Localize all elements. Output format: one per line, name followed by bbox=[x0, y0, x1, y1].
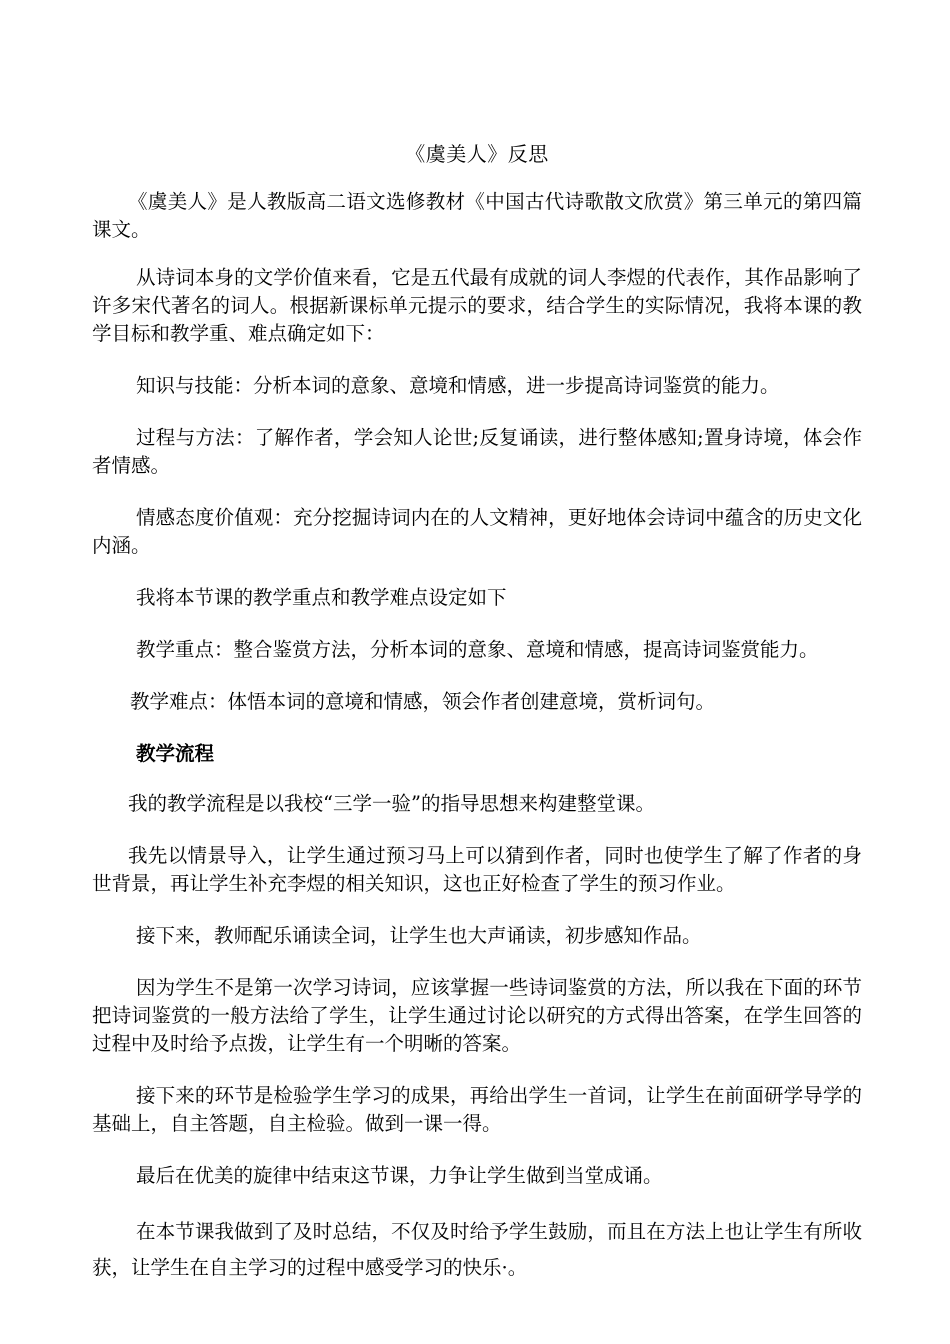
paragraph-key-points-intro: 我将本节课的教学重点和教学难点设定如下 bbox=[136, 586, 507, 609]
paragraph-process-method: 过程与方法：了解作者，学会知人论世;反复诵读，进行整体感知;置身诗境，体会作者情感。 bbox=[92, 426, 862, 477]
paragraph-flow-overview: 我的教学流程是以我校“三学一验”的指导思想来构建整堂课。 bbox=[128, 792, 655, 815]
paragraph-teaching-difficulty: 教学难点：体悟本词的意境和情感，领会作者创建意境，赏析词句。 bbox=[130, 690, 716, 713]
paragraph-flow-self-check: 接下来的环节是检验学生学习的成果，再给出学生一首词，让学生在前面研学导学的基础上，自主答题，自主检验。做到一课一得。 bbox=[92, 1084, 862, 1135]
paragraph-flow-introduction: 我先以情景导入，让学生通过预习马上可以猜到作者，同时也使学生了解了作者的身世背景，再让学生补充李煜的相关知识，这也正好检查了学生的预习作业。 bbox=[92, 844, 862, 895]
paragraph-flow-appreciation-method: 因为学生不是第一次学习诗词，应该掌握一些诗词鉴赏的方法，所以我在下面的环节把诗词鉴赏的一般方法给了学生，让学生通过讨论以研究的方式得出答案，在学生回答的过程中及时给予点拨，让学生有一个明晰的答案。 bbox=[92, 976, 862, 1055]
paragraph-flow-recitation: 接下来，教师配乐诵读全词，让学生也大声诵读，初步感知作品。 bbox=[136, 924, 702, 947]
paragraph-knowledge-skills: 知识与技能：分析本词的意象、意境和情感，进一步提高诗词鉴赏的能力。 bbox=[136, 374, 780, 397]
document-page bbox=[92, 140, 862, 1310]
paragraph-emotion-values: 情感态度价值观：充分挖掘诗词内在的人文精神，更好地体会诗词中蕴含的历史文化内涵。 bbox=[92, 506, 862, 557]
paragraph-intro: 《虞美人》是人教版高二语文选修教材《中国古代诗歌散文欣赏》第三单元的第四篇课文。 bbox=[92, 190, 862, 241]
document-title: 《虞美人》反思 bbox=[405, 142, 549, 166]
paragraph-literary-value: 从诗词本身的文学价值来看，它是五代最有成就的词人李煜的代表作，其作品影响了许多宋代著名的词人。根据新课标单元提示的要求，结合学生的实际情况，我将本课的教学目标和教学重、难点确定如下： bbox=[92, 266, 862, 345]
paragraph-flow-ending: 最后在优美的旋律中结束这节课，力争让学生做到当堂成诵。 bbox=[136, 1164, 663, 1187]
paragraph-teaching-focus: 教学重点：整合鉴赏方法，分析本词的意象、意境和情感，提高诗词鉴赏能力。 bbox=[136, 638, 819, 661]
paragraph-flow-summary: 在本节课我做到了及时总结，不仅及时给予学生鼓励，而且在方法上也让学生有所收获，让学生在自主学习的过程中感受学习的快乐·。 bbox=[92, 1220, 862, 1279]
section-heading-teaching-flow: 教学流程 bbox=[136, 742, 215, 765]
